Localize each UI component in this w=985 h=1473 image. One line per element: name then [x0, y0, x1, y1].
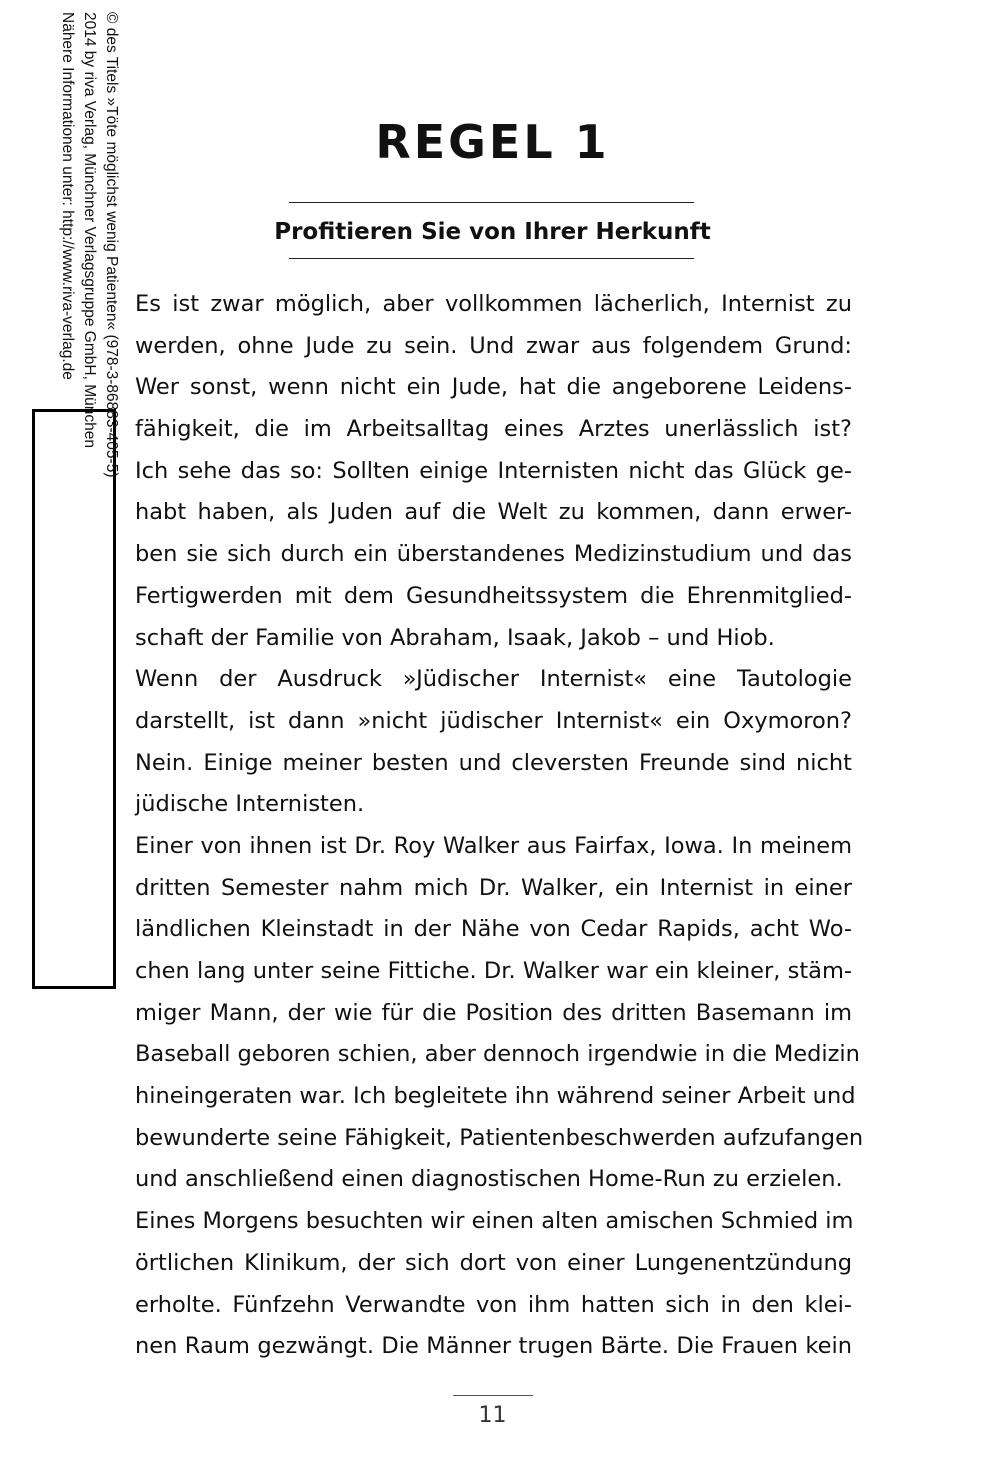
body-line: habt haben, als Juden auf die Welt zu kommen, dann erwer- — [135, 499, 852, 526]
body-line: und anschließend einen diagnostischen Home-Run zu erzielen. — [135, 1166, 843, 1193]
body-line: Wer sonst, wenn nicht ein Jude, hat die angeborene Leidens- — [135, 374, 852, 401]
chapter-title: REGEL 1 — [375, 115, 610, 169]
body-line: Ich sehe das so: Sollten einige Internisten nicht das Glück ge- — [135, 457, 852, 484]
body-line: chen lang unter seine Fittiche. Dr. Walker war ein kleiner, stäm- — [135, 958, 852, 984]
copyright-line: 2014 by riva Verlag, Münchner Verlagsgruppe GmbH, München — [81, 12, 98, 448]
chapter-subtitle: Profitieren Sie von Ihrer Herkunft — [274, 219, 711, 245]
body-line: fähigkeit, die im Arbeitsalltag eines Arztes unerlässlich ist? — [135, 416, 852, 443]
title-rule-bottom — [289, 258, 694, 259]
body-line: Einer von ihnen ist Dr. Roy Walker aus Fairfax, Iowa. In meinem — [135, 832, 852, 859]
body-line: nen Raum gezwängt. Die Männer trugen Bärte. Die Frauen kein — [135, 1333, 852, 1360]
body-line: schaft der Familie von Abraham, Isaak, Jakob – und Hiob. — [135, 624, 775, 651]
body-line: Wenn der Ausdruck »Jüdischer Internist« eine Tautologie — [135, 666, 852, 693]
body-line: Es ist zwar möglich, aber vollkommen lächerlich, Internist zu — [135, 291, 852, 317]
body-line: hineingeraten war. Ich begleitete ihn während seiner Arbeit und — [135, 1083, 856, 1110]
body-line: erholte. Fünfzehn Verwandte von ihm hatten sich in den klei- — [135, 1291, 852, 1318]
body-line: jüdische Internisten. — [135, 791, 365, 818]
body-line: dritten Semester nahm mich Dr. Walker, ein Internist in einer — [135, 874, 852, 901]
body-line: bewunderte seine Fähigkeit, Patientenbeschwerden aufzufangen — [135, 1124, 864, 1151]
body-line: miger Mann, der wie für die Position des dritten Basemann im — [135, 999, 852, 1026]
body-line: ben sie sich durch ein überstandenes Medizinstudium und das — [135, 541, 852, 568]
page-number: 11 — [478, 1403, 507, 1428]
body-line: Eines Morgens besuchten wir einen alten amischen Schmied im — [135, 1208, 854, 1235]
body-line: Nein. Einige meiner besten und cleversten Freunde sind nicht — [135, 749, 852, 776]
body-line: Baseball geboren schien, aber dennoch irgendwie in die Medizin — [135, 1041, 860, 1068]
body-line: darstellt, ist dann »nicht jüdischer Internist« ein Oxymoron? — [135, 707, 852, 734]
copyright-line: © des Titels »Töte möglichst wenig Patienten« (978-3-86883-405-5) — [103, 12, 120, 478]
body-text — [135, 284, 864, 1368]
body-line: ländlichen Kleinstadt in der Nähe von Cedar Rapids, acht Wo- — [135, 916, 852, 943]
body-line: werden, ohne Jude zu sein. Und zwar aus folgendem Grund: — [135, 332, 852, 359]
title-rule-top — [289, 202, 694, 203]
copyright-notice — [56, 12, 122, 572]
footer-rule — [453, 1395, 533, 1396]
copyright-line: Nähere Informationen unter: http://www.riva-verlag.de — [59, 12, 76, 380]
body-line: Fertigwerden mit dem Gesundheitssystem die Ehrenmitglied- — [135, 582, 852, 609]
body-line: örtlichen Klinikum, der sich dort von einer Lungenentzündung — [135, 1249, 852, 1276]
